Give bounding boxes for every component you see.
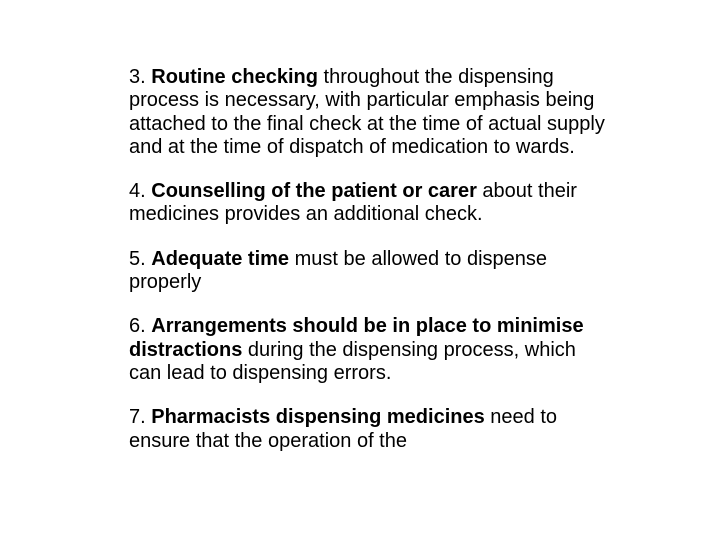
item-text: throughout the dispensing process is necessary, with particular emphasis being attached to the final check at the time of actual supply and at the time of dispatch of medication to wards.	[129, 66, 605, 158]
item-text: must be allowed to dispense properly	[129, 247, 547, 294]
list-item-7	[129, 406, 609, 453]
item-text: need to ensure that the operation of the	[129, 406, 558, 452]
list-item-6	[129, 315, 609, 385]
item-number: 7.	[129, 406, 146, 429]
item-number: 6.	[129, 315, 146, 338]
item-emphasis: Routine checking	[151, 66, 318, 88]
item-emphasis: Pharmacists dispensing medicines	[151, 406, 485, 429]
list-item-5	[129, 248, 609, 295]
item-emphasis: Counselling of the patient or carer	[151, 180, 477, 203]
item-emphasis: Adequate time	[151, 247, 290, 270]
slide-body	[129, 66, 609, 474]
item-emphasis: Arrangements should be in place to minimise distractions	[129, 315, 584, 361]
list-item-4	[129, 180, 609, 227]
item-text: about their medicines provides an additional check.	[129, 180, 577, 226]
item-number: 4.	[129, 180, 146, 203]
item-text: during the dispensing process, which can lead to dispensing errors.	[129, 338, 576, 384]
item-number: 5.	[129, 247, 146, 270]
item-number: 3.	[129, 66, 146, 88]
list-item-3	[129, 66, 609, 159]
